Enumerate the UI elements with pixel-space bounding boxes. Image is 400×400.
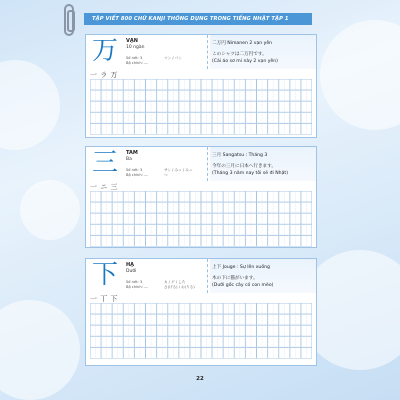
- practice-grid: [90, 191, 312, 247]
- kun-reading: つ: [164, 173, 168, 177]
- radical: Bộ chính: ---: [126, 61, 148, 65]
- kanji-card-van: [85, 34, 317, 138]
- example-box: [210, 147, 316, 181]
- kanji-reading: TAM: [126, 150, 138, 156]
- kanji-meaning: Dưới: [126, 269, 137, 274]
- stroke-order: 一 丅 下: [90, 295, 118, 303]
- kanji-card-ha: [85, 258, 317, 366]
- on-reading: サン / みっ / みっ: [164, 168, 193, 172]
- example-vocab: 上下 Jouge : Sự lên xuống: [212, 265, 270, 270]
- example-box: [210, 35, 316, 69]
- stroke-count: Số nét: 3: [126, 280, 143, 284]
- example-vocab: 三月 Sangatsu : Tháng 3: [212, 153, 268, 158]
- divider: [207, 259, 208, 293]
- kanji-meaning: 10 ngàn: [126, 45, 145, 50]
- stroke-count: Số nét: 3: [126, 168, 143, 172]
- example-sentence: 今年の三月に日本へ行きます。: [212, 164, 276, 169]
- kanji-card-tam: [85, 146, 317, 248]
- example-translation: (Dưới gốc cây có con mèo): [212, 283, 274, 288]
- example-box: [210, 259, 316, 293]
- kanji-glyph: 万: [91, 36, 118, 66]
- practice-grid: [90, 303, 312, 363]
- example-sentence: このシャツは二万円です。: [212, 52, 267, 57]
- divider: [207, 147, 208, 181]
- stroke-count: Số nét: 3: [126, 56, 143, 60]
- page-number: 22: [196, 376, 204, 382]
- page-header: TẬP VIẾT 800 CHỮ KANJI THÔNG DỤNG TRONG TIẾNG NHẬT TẬP 1: [84, 13, 312, 25]
- example-vocab: 二万円 Nimanen 2 vạn yên: [212, 41, 273, 46]
- radical: Bộ chính: ---: [126, 285, 148, 289]
- paperclip-icon: [64, 4, 74, 36]
- on-reading: マン / バン: [164, 56, 182, 60]
- stroke-order: 一 ニ 三: [90, 183, 118, 191]
- kanji-glyph: 三: [91, 148, 118, 178]
- radical: Bộ chính: ---: [126, 173, 148, 177]
- divider: [207, 35, 208, 69]
- stroke-order: 一 ラ 万: [90, 71, 118, 79]
- practice-grid: [90, 79, 312, 135]
- kanji-glyph: 下: [91, 260, 118, 290]
- kanji-meaning: Ba: [126, 157, 132, 162]
- kun-reading: さ(げる) / お(りる): [164, 285, 195, 289]
- on-reading: カ / ゲ / した: [164, 280, 186, 284]
- example-translation: (Tháng 3 năm nay tôi sẽ đi Nhật): [212, 171, 288, 176]
- kanji-reading: HẠ: [126, 262, 135, 268]
- example-translation: (Cái áo sơ mi này 2 vạn yên): [212, 59, 278, 64]
- example-sentence: 木の下に猫がいます。: [212, 276, 258, 281]
- kanji-reading: VẠN: [126, 38, 138, 44]
